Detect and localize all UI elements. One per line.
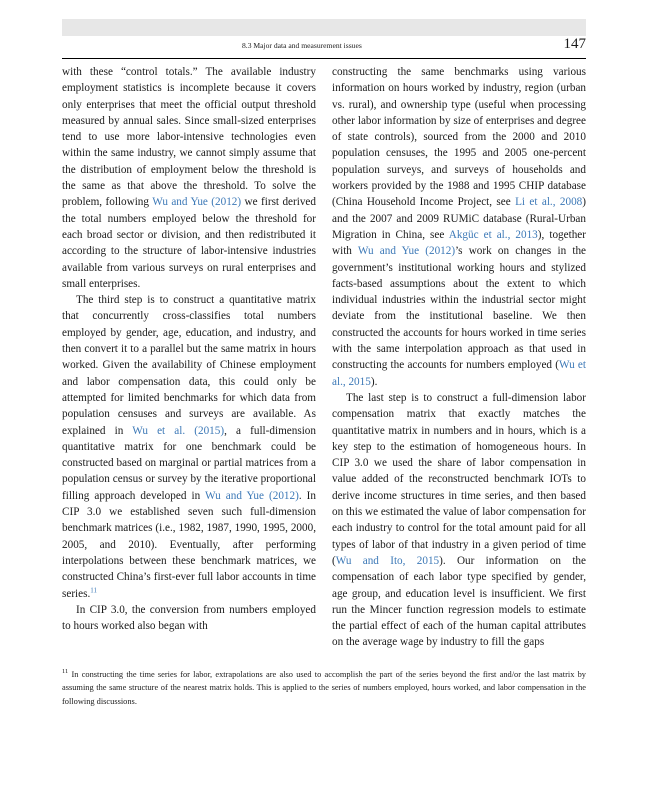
paragraph: [62, 602, 316, 635]
text: we first derived the total numbers employed below the threshold for each broad sector or division, and then redistributed it according to the structure of labor-intensive industries available from various surveys on rural enterprises and small enterprises.: [62, 196, 316, 290]
text: ), together with: [332, 228, 586, 258]
text: . In CIP 3.0 we established seven such full-dimension benchmark matrices (i.e., 1982, 1987, 1990, 1995, 2000, 2005, and 2010). Eventually, after performing interpolations between these benchmark matrices, we constructed China’s first-ever full labor accounts in time series.: [62, 489, 316, 600]
text: The last step is to construct a full-dimension labor compensation matrix that exactly matches the quantitative matrix in numbers and in hours, which is a key step to the estimation of homogeneous hours. In CIP 3.0 we used the share of labor compensation in value added of the reconstructed benchmark IOTs to derive income structures in time series, and then based on this we estimated the value of labor compensation for each industry to control for the total amount paid for all types of labor of that industry in a given period of time (: [332, 391, 586, 567]
citation-link[interactable]: Wu and Yue (2012): [205, 489, 299, 502]
paragraph: [62, 64, 316, 292]
paragraph: [332, 64, 586, 390]
text: In CIP 3.0, the conversion from numbers employed to hours worked also began with: [62, 603, 316, 633]
left-column: [62, 64, 316, 634]
text: ’s work on changes in the government’s institutional working hours and stylized facts-based assumptions about the extent to which individual industries within the industrial sector might deviate from the institutional baseline. We then constructed the accounts for hours worked in time series with the same interpolation approach as that used in constructing the accounts for numbers employed (: [332, 245, 587, 372]
running-head: [62, 38, 586, 54]
citation-link[interactable]: Wu and Yue (2012): [152, 196, 242, 209]
text: ) and the 2007 and 2009 RUMiC database (Rural-Urban Migration in China, see: [332, 196, 586, 241]
footnote-mark: 11: [62, 668, 69, 676]
paragraph: [62, 292, 316, 602]
page-number: 147: [563, 36, 586, 52]
paragraph: [332, 390, 586, 651]
right-column: [332, 64, 586, 651]
footnote-text: In constructing the time series for labor, extrapolations are also used to accomplish the part of the series beyond the first and/or the last matrix by assuming the same structure of the nearest matrix holds. This is applied to the series of numbers employed, hours worked, and labor compensation in the following discussions.: [62, 670, 586, 706]
text: constructing the same benchmarks using various information on hours worked by industry, region (urban vs. rural), and ownership type (useful when processing other labor information by size of enterprises and degree of state controls), sourced from the 2000 and 2010 population censuses, the 1995 and 2005 one-percent population surveys, and surveys of households and workers provided by the 1988 and 1995 CHIP database (China Household Income Project, see: [332, 66, 586, 209]
footnote-ref[interactable]: 11: [90, 585, 98, 594]
header-bar: [62, 19, 586, 36]
text: , a full-dimension quantitative matrix for one benchmark could be constructed based on marginal or partial matrices from a population census or survey by the iterative proportional filling approach developed in: [62, 424, 316, 502]
text: with these “control totals.” The available industry employment statistics is incomplete because it covers only enterprises that meet the official output threshold measured by annual sales. Since small-sized enterprises tend to use more labor-intensive technologies even within the same industry, we cannot simply assume that the distribution of employment below the threshold is the same as that above the threshold. To solve the problem, following: [62, 66, 316, 209]
footnote: [62, 668, 586, 708]
citation-link[interactable]: Akgüc et al., 2013: [448, 228, 538, 241]
citation-link[interactable]: Wu and Ito, 2015: [335, 554, 440, 567]
header-rule: [62, 58, 586, 59]
citation-link[interactable]: Li et al., 2008: [515, 196, 583, 209]
text: ). Our information on the compensation of each labor type specified by gender, age group, and education level is insufficient. We first run the Mincer function regression models to estimate the partial effect of each of the human capital attributes on the average wage by industry to fill the gaps: [332, 554, 586, 649]
citation-link[interactable]: Wu et al., 2015: [332, 359, 587, 388]
text: The third step is to construct a quantitative matrix that concurrently cross-classifies total numbers employed by gender, age, education, and industry, and then convert it to a parallel but the same matrix in hours worked. Given the availability of Chinese employment and labor compensation data, this could only be attempted for limited benchmarks for which data from population censuses and surveys are available. As explained in: [62, 294, 316, 437]
citation-link[interactable]: Wu et al. (2015): [132, 424, 225, 437]
text: ).: [370, 375, 378, 388]
running-head-section: 8.3 Major data and measurement issues: [242, 41, 362, 50]
citation-link[interactable]: Wu and Yue (2012): [357, 245, 456, 258]
